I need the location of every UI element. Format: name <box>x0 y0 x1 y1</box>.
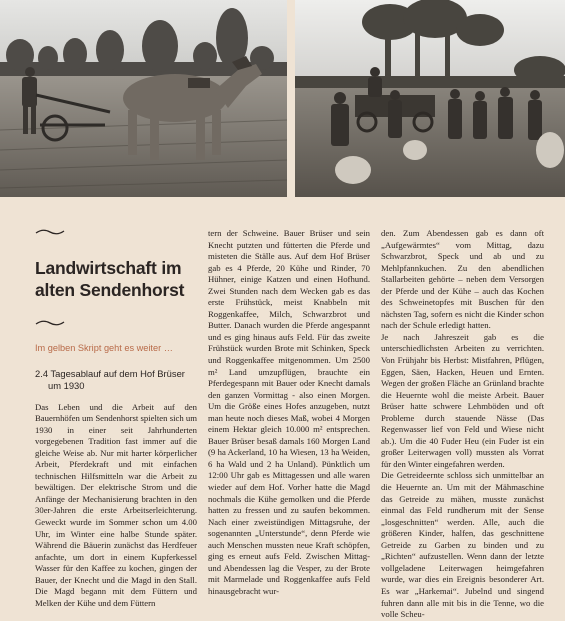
photo-harvest-crew <box>295 0 565 197</box>
column-2 <box>208 228 370 598</box>
article-title: Landwirtschaft im alten Sendenhorst <box>35 258 185 300</box>
kicker-text: Im gelben Skript geht es weiter … <box>35 343 173 353</box>
column-3 <box>381 228 544 621</box>
body-paragraph: Die Getreideernte schloss sich unmittelbar an die Heuernte an. Um mit der Mähmaschine das Getreide zu mähen, musste zunächst einmal das Feld rundherum mit der Sense „losgeschnitten“ werden. Alle, auch die größeren Kinder, halfen, das geschnittene Getreide zu Garben zu binden und zu „Richten“ aufzustellen. Wenn dann der letzte vollgeladene Leiterwagen heimgefahren wurde, war dies ein Ereignis besonderer Art. Es war „Harkemai“. Jubelnd und singend fuhren dann alle mit bis in die Tenne, wo die volle Scheu- <box>381 470 544 620</box>
decorative-swash-icon <box>35 228 65 236</box>
section-heading: 2.4 Tagesablauf auf dem Hof Brüser um 1930 <box>35 367 185 391</box>
photo-horse-plowing <box>0 0 287 197</box>
decorative-swash-icon <box>35 319 65 327</box>
body-paragraph: Das Leben und die Arbeit auf den Bauernhöfen um Sendenhorst spielten sich um 1930 in einer seit Jahrhunderten vorgegebenen Tradition fast immer auf die gleiche Weise ab. Nur mit harter körperlicher Arbeit, Pferdekraft und mit einfachen technischen Hilfsmitteln war die Arbeit zu bewältigen. Der elektrische Strom und die Anfänge der Mechanisierung brachten in den 30er-Jahren die erste Arbeitserleichterung. Geweckt wurde im Sommer schon um 4.00 Uhr, im Winter eine halbe Stunde später. Während die Bäuerin zunächst das Herdfeuer anfachte, um dort in einem Kupferkessel Wasser für den Kaffee zu kochen, gingen der Bauer, der Knecht und die Magd in den Stall. Die Magd begann mit dem Füttern und Melken der Kühe und dem Füttern <box>35 401 197 608</box>
body-paragraph: tern der Schweine. Bauer Brüser und sein Knecht putzten und fütterten die Pferde und misteten die Ställe aus. Auf dem Hof Brüser gab es 4 Pferde, 20 Kühe und Rinder, 70 Hühner, einige Katzen und einen Hofhund. Zwei Stunden nach dem Wecken gab es das erste Frühstück, meist Knabbeln mit Roggenkaffee, Milch, Schwarzbrot und Butter. Danach wurden die Pferde angespannt und es ging hinaus aufs Feld. Für das zweite Frühstück wurden Brote mit Schinken, Speck und Roggenkaffee mitgenommen. Um 2500 m² Land umzupflügen, brauchte ein Pferdegespann mit Bauer oder Knecht damals den ganzen Vormittag - also einen Morgen. Um die Größe eines Hofes anzugeben, nutzt man heute noch dieses Maß, wobei 4 Morgen einem Hektar gleich 10.000 m² entsprechen. Bauer Brüser besaß damals 160 Morgen Land (9 ha Ackerland, 10 ha Wiesen, 13 ha Weiden, 6 ha Wald und 2 ha Unland). Pünktlich um 12:00 Uhr gab es Mittagessen und alle waren wieder auf dem Hof. Vorher hatte die Magd nochmals die Kühe gemolken und die Pferde hatten zu fressen und zu saufen bekommen. Nach einer zweistündigen Mittagsruhe, der sogenannten „Unterstunde“, denn Pferde wie auch Menschen mussten neue Kraft schöpfen, ging es erneut aufs Feld. Zwischen Mittag- und Abendessen lag die Vesper, zu der Brote mit Marmelade und Roggenkaffee aufs Feld hinausgebracht wur- <box>208 228 370 596</box>
column-1 <box>35 228 197 609</box>
body-paragraph: den. Zum Abendessen gab es dann oft „Aufgewärmtes“ vom Mittag, dazu Schwarzbrot, Speck und ab und zu Mehlpfannkuchen. Zu den abendlichen Stallarbeiten gehörte – neben dem Versorgen der Pferde und der Kühe – auch das Kochen des Schweinetopfes mit Buschen für den nächsten Tag, sofern es nicht die Kinder schon nach der Schule erledigt hatten. <box>381 228 544 331</box>
body-paragraph: Je nach Jahreszeit gab es die unterschiedlichsten Arbeiten zu verrichten. Von Frühjahr bis Herbst: Mistfahren, Pflügen, Eggen, Säen, Hacken, Heuen und Ernten. Wegen der großen Fläche an Grünland brachte die Heuernte wohl die meiste Arbeit. Bauer Brüser hatte schwere Lehmböden und oft Probleme durch stauende Nässe (Das Regenwasser lief von Feld und Wiese nicht ab.). Um die 40 Fuder Heu (ein Fuder ist ein großer Leiterwagen voll) mussten als Vorrat für den Winter eingefahren werden. <box>381 331 544 469</box>
